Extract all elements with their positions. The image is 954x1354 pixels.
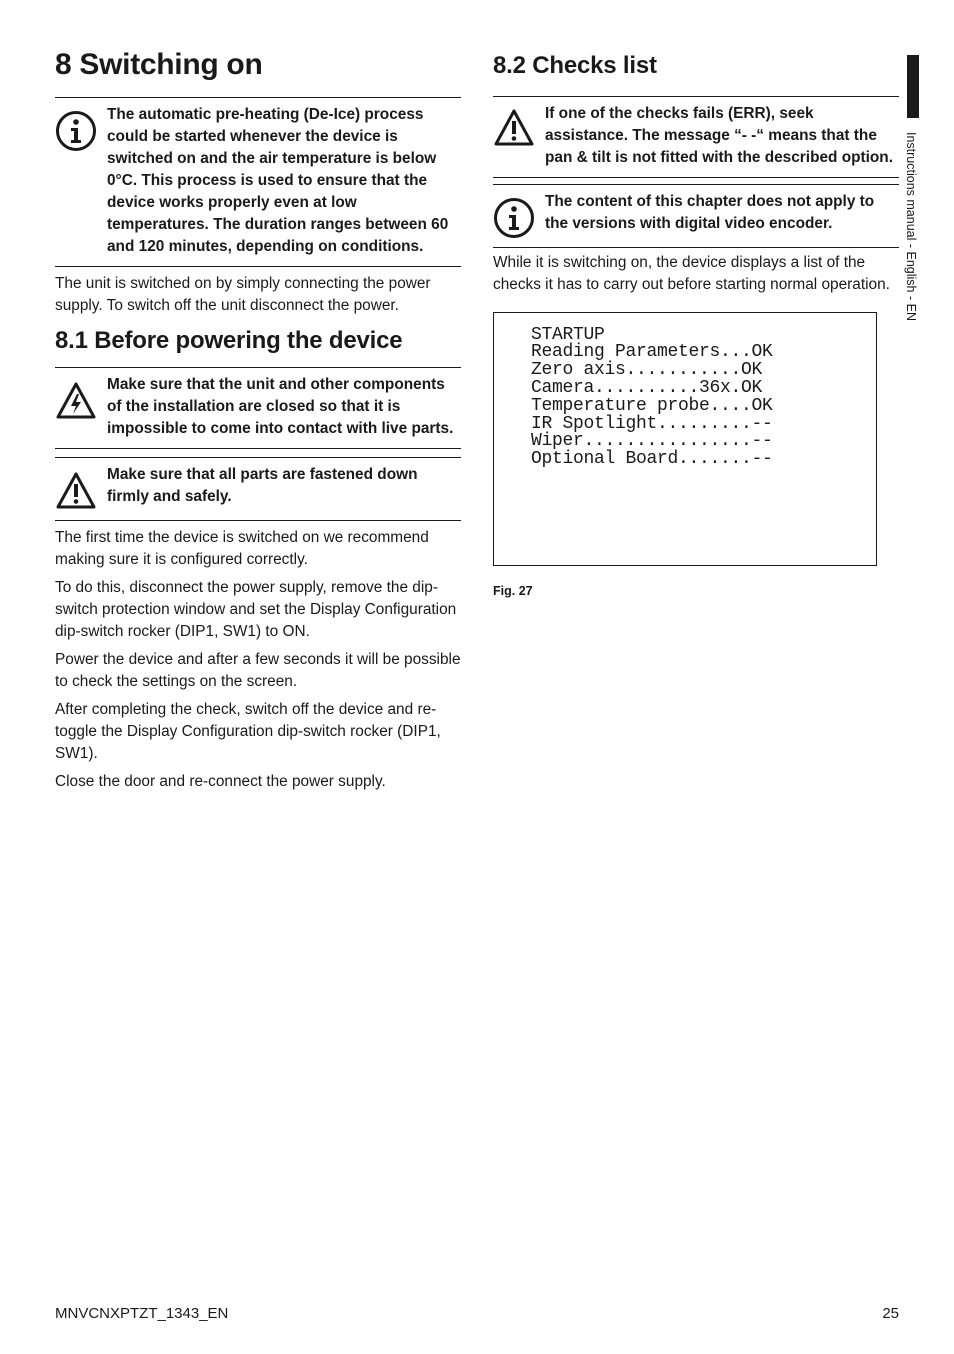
info-note-encoder xyxy=(493,184,899,248)
paragraph-checks: While it is switching on, the device displays a list of the checks it has to carry out before starting normal operation. xyxy=(493,253,890,293)
info-note-deice xyxy=(55,97,461,267)
warning-note-live-parts xyxy=(55,367,461,449)
right-column xyxy=(493,48,899,598)
side-label: Instructions manual - English - EN xyxy=(904,132,918,321)
figure-caption: Fig. 27 xyxy=(493,583,533,598)
note-text: If one of the checks fails (ERR), seek assistance. The message “- -“ means that the pan & tilt is not fitted with the described option. xyxy=(545,104,893,166)
warning-note-err xyxy=(493,96,899,178)
paragraph: To do this, disconnect the power supply, remove the dip-switch protection window and set the Display Configuration dip-switch rocker (DIP1, SW1) to ON. xyxy=(55,578,457,640)
subsection-title-8-1: 8.1 Before powering the device xyxy=(55,327,403,354)
paragraph: Close the door and re-connect the power supply. xyxy=(55,772,386,790)
page-number: 25 xyxy=(882,1305,899,1322)
screen-line: STARTUP xyxy=(531,324,605,345)
screen-line: Camera..........36x.OK xyxy=(531,377,763,398)
paragraph: Power the device and after a few seconds it will be possible to check the settings on the screen. xyxy=(55,650,461,690)
left-column xyxy=(55,48,461,799)
footer-document-code: MNVCNXPTZT_1343_EN xyxy=(55,1305,229,1322)
note-text: The content of this chapter does not apply to the versions with digital video encoder. xyxy=(545,192,875,232)
paragraphs-8-1 xyxy=(55,527,461,793)
screen-line: IR Spotlight.........-- xyxy=(531,413,773,434)
startup-screen-figure xyxy=(493,312,877,566)
warning-note-fasten xyxy=(55,457,461,521)
screen-line: Optional Board.......-- xyxy=(531,449,773,470)
screen-line: Temperature probe....OK xyxy=(531,395,773,416)
note-text: Make sure that all parts are fastened down firmly and safely. xyxy=(107,465,418,505)
screen-line: Zero axis...........OK xyxy=(531,360,763,381)
subsection-title-8-2: 8.2 Checks list xyxy=(493,52,657,79)
note-text: Make sure that the unit and other components of the installation are closed so that it is impossible to come into contact with live parts. xyxy=(107,375,454,437)
paragraph: The first time the device is switched on we recommend making sure it is configured correctly. xyxy=(55,528,429,568)
section-title: 8 Switching on xyxy=(55,48,263,81)
info-icon xyxy=(55,110,97,152)
warning-icon xyxy=(55,470,97,512)
electric-shock-warning-icon xyxy=(55,380,97,422)
screen-line: Wiper................-- xyxy=(531,431,773,452)
paragraph-switch-on: The unit is switched on by simply connecting the power supply. To switch off the unit disconnect the power. xyxy=(55,275,431,314)
info-icon xyxy=(493,197,535,239)
side-tab-marker xyxy=(907,55,919,118)
paragraph: After completing the check, switch off the device and re-toggle the Display Configuration dip-switch rocker (DIP1, SW1). xyxy=(55,700,441,762)
note-text: The automatic pre-heating (De-Ice) process could be started whenever the device is switched on and the air temperature is below 0°C. This process is used to ensure that the device works properly even at low temperatures. The duration ranges between 60 and 120 minutes, depending on conditions. xyxy=(107,106,449,255)
screen-line: Reading Parameters...OK xyxy=(531,342,773,363)
warning-icon xyxy=(493,107,535,149)
